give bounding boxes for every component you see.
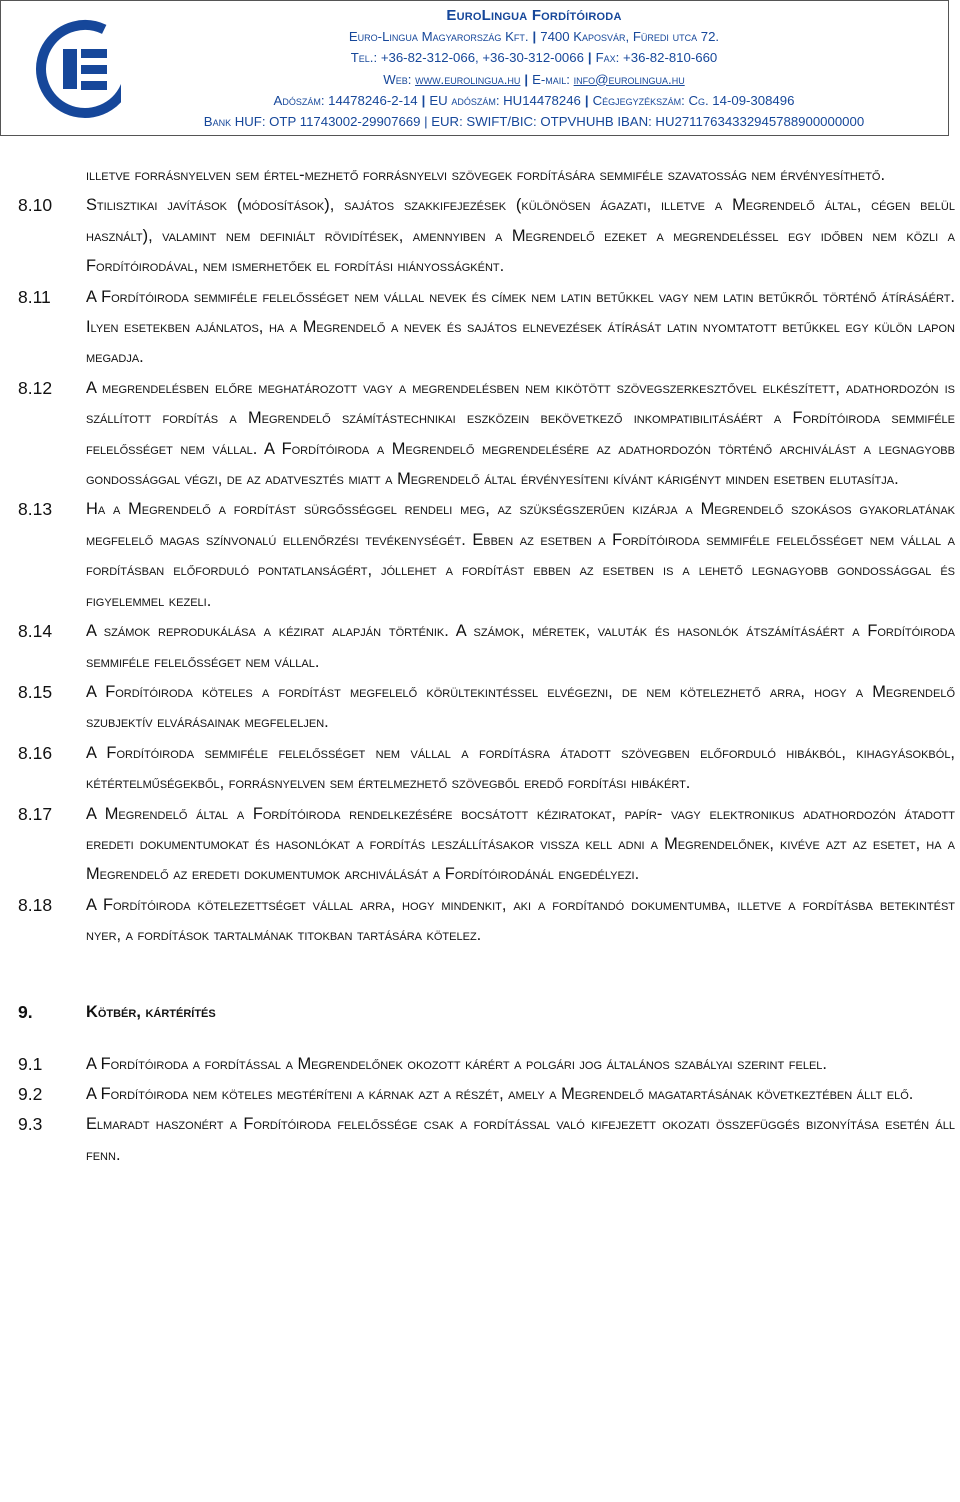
clause-8-17 [0, 799, 960, 890]
clause-text: A Fordítóiroda köteles a fordítást megfelelő körültekintéssel elvégezni, de nem kötelezhető arra, hogy a Megrendelő szubjektív elvárásainak megfeleljen. [86, 682, 955, 732]
letterhead [0, 0, 949, 136]
address: 7400 Kaposvár, Füredi utca 72. [540, 29, 720, 45]
clause-text: A Fordítóiroda a fordítással a Megrendelőnek okozott kárért a polgári jog általános szabályai szerint felel. [86, 1054, 827, 1073]
letterhead-text [121, 5, 947, 132]
web-label: Web: [383, 71, 412, 87]
eu-tax-number: EU adószám: HU14478246 [429, 92, 581, 108]
web-link[interactable]: www.eurolingua.hu [415, 71, 521, 87]
clause-text: A Fordítóiroda semmiféle felelősséget nem vállal nevek és címek nem latin betűkkel vagy nem latin betűkről történő átírásáért. Ilyen esetekben ajánlatos, ha a Megrendelő a nevek és sajátos elnevezések átírását latin nyomtatott betűkkel egy külön lapon megadja. [86, 287, 955, 367]
clause-number: 8.12 [18, 377, 53, 398]
email-link[interactable]: info@eurolingua.hu [573, 71, 685, 87]
clause-text: Elmaradt haszonért a Fordítóiroda felelőssége csak a fordítással való kifejezett okozati összefüggés bizonyítása esetén áll fenn. [86, 1115, 955, 1164]
clause-number: 8.13 [18, 499, 53, 520]
clause-text: Stilisztikai javítások (módosítások), sajátos szakkifejezések (különösen ágazati, illetve a Megrendelő által, cégen belül használt), valamint nem definiált rövidítések, amennyiben a Megrendelő ezeket a megrendeléssel egy időben nem közli a Fordítóirodával, nem ismerhetőek el fordítási hiányosságként. [86, 196, 955, 276]
clause-8-16 [0, 738, 960, 799]
eurolingua-logo-icon [31, 15, 121, 123]
document-body [0, 160, 960, 1170]
clause-number: 8.18 [18, 894, 53, 915]
clause-text: A Fordítóiroda kötelezettséget vállal arra, hogy mindenkit, aki a fordítandó dokumentumba, illetve a fordításba betekintést nyer, a fordítások tartalmának titokban tartására kötelez. [86, 895, 955, 945]
tax-number: Adószám: 14478246-2-14 [273, 92, 418, 108]
clause-number: 8.14 [18, 621, 53, 642]
section-title: Kötbér, kártérítés [86, 1002, 216, 1021]
registry-number: Cégjegyzékszám: Cg. 14-09-308496 [592, 92, 795, 108]
tax-line: Adószám: 14478246-2-14 | EU adószám: HU14478246 | Cégjegyzékszám: Cg. 14-09-308496 [273, 92, 795, 108]
address-line: Euro-Lingua Magyarország Kft. | 7400 Kaposvár, Füredi utca 72. [348, 29, 720, 45]
clause-text: A megrendelésben előre meghatározott vagy a megrendelésben nem kikötött szövegszerkesztővel elkészített, adathordozón is szállított fordítás a Megrendelő számítástechnikai eszközein bekövetkező inkompatibilitásáért a Fordítóiroda semmiféle felelősséget nem vállal. A Fordítóiroda a Megrendelő megrendelésére az adathordozón történő archiválást a legnagyobb gondossággal végzi, de az adatvesztés miatt a Megrendelő által érvényesíteni kívánt kárigényt minden esetben elutasítja. [86, 378, 955, 489]
clause-number: 8.15 [18, 681, 53, 702]
phone-line: Tel.: +36-82-312-066, +36-30-312-0066 | Fax: +36-82-810-660 [350, 50, 718, 66]
clause-8-18 [0, 890, 960, 951]
clause-text: Ha a Megrendelő a fordítást sürgősséggel rendeli meg, az szükségszerűen kizárja a Megrendelő szokásos gyakorlatának megfelelő magas színvonalú ellenőrzési tevékenységét. Ebben az esetben a Fordítóiroda semmiféle felelősséget nem vállal a fordításban előforduló pontatlanságért, jóllehet a fordítást ebben az esetben is a lehető legnagyobb gondossággal és figyelemmel kezeli. [86, 500, 955, 610]
clause-text: A Fordítóiroda nem köteles megtéríteni a kárnak azt a részét, amely a Megrendelő magatartásának következtében állt elő. [86, 1084, 914, 1103]
clause-8-14 [0, 616, 960, 677]
clause-8-15 [0, 677, 960, 738]
clause-text: A számok reprodukálása a kézirat alapján történik. A számok, méretek, valuták és hasonlók átszámításáért a Fordítóiroda semmiféle felelősséget nem vállal. [86, 622, 955, 671]
tel-values: +36-82-312-066, +36-30-312-0066 [380, 50, 584, 66]
clause-number: 8.17 [18, 803, 53, 824]
clause-8-13 [0, 494, 960, 616]
email-label: E-mail: [532, 71, 570, 87]
clause-9-1 [0, 1049, 960, 1079]
clause-number: 9.1 [18, 1053, 43, 1074]
company-name: EuroLingua Fordítóiroda [446, 7, 622, 24]
clause-8-12 [0, 373, 960, 495]
clause-9-3 [0, 1109, 960, 1170]
fax-value: +36-82-810-660 [623, 50, 718, 66]
clause-number: 9.3 [18, 1114, 43, 1135]
bank-line: Bank HUF: OTP 11743002-29907669 | EUR: SWIFT/BIC: OTPVHUHB IBAN: HU27117634332945788900000000 [203, 114, 865, 130]
fax-label: Fax: [595, 50, 620, 66]
clause-number: 9.2 [18, 1083, 43, 1104]
tel-label: Tel.: [350, 50, 378, 66]
clause-9-2 [0, 1079, 960, 1109]
clause-number: 8.16 [18, 742, 53, 763]
section-9-heading [0, 997, 960, 1027]
clause-number: 8.10 [18, 195, 53, 216]
clause-text: A Fordítóiroda semmiféle felelősséget nem vállal a fordításra átadott szövegben előforduló hibákból, kihagyásokból, kétértelműségekből, forrásnyelven sem értelmezhető szövegből eredő fordítási hibákért. [86, 743, 955, 793]
clause-8-11 [0, 282, 960, 373]
section-number: 9. [18, 1001, 33, 1022]
clause-text: illetve forrásnyelven sem értel-mezhető forrásnyelvi szövegek fordítására semmiféle szavatosság nem érvényesíthető. [86, 166, 886, 184]
web-line: Web: www.eurolingua.hu | E-mail: info@eurolingua.hu [383, 71, 685, 87]
clause-number: 8.11 [18, 286, 51, 307]
legal-name: Euro-Lingua Magyarország Kft. [348, 29, 529, 45]
clause-text: A Megrendelő által a Fordítóiroda rendelkezésére bocsátott kéziratokat, papír- vagy elektronikus adathordozón átadott eredeti dokumentumokat és hasonlókat a fordítás leszállításakor vissza kell adni a Megrendelőnek, kivéve azt az esetet, ha a Megrendelő az eredeti dokumentumok archiválását a Fordítóirodánál engedélyezi. [86, 804, 955, 884]
clause-8-9-continuation [0, 160, 960, 190]
clause-8-10 [0, 190, 960, 281]
